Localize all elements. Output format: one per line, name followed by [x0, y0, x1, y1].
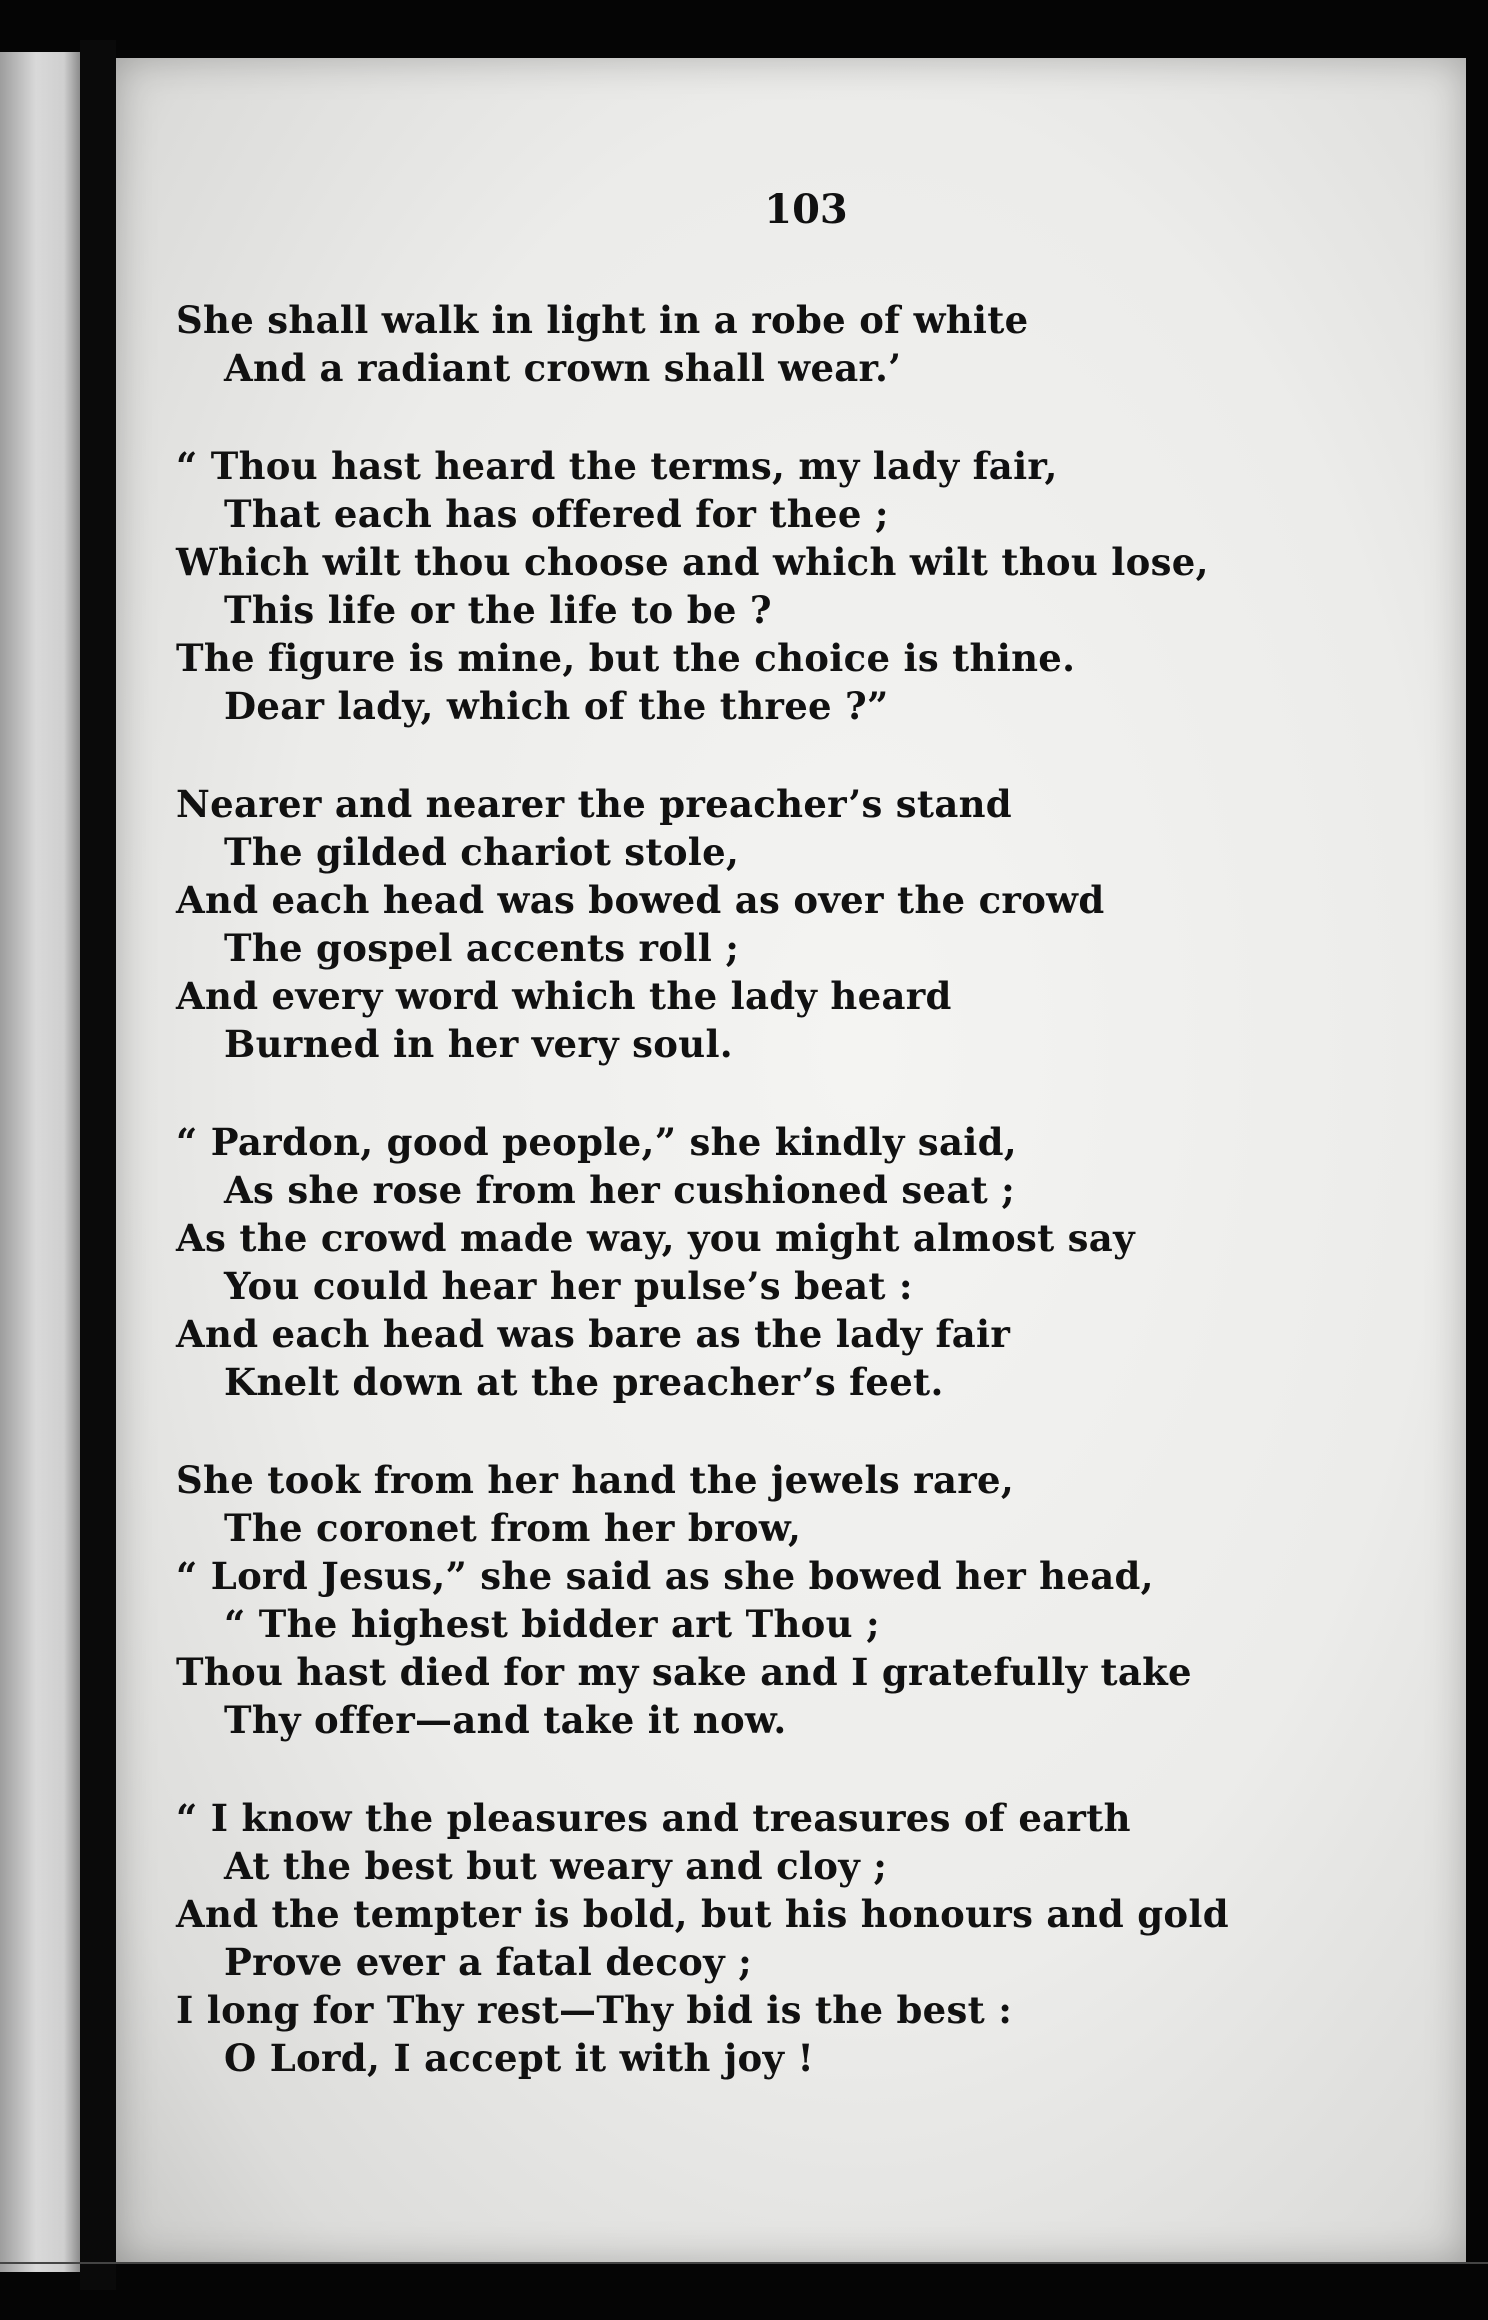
- poem-line: Which wilt thou choose and which wilt thou lose,: [176, 540, 1209, 584]
- bottom-divider: [0, 2262, 1488, 2264]
- poem-line: I long for Thy rest—Thy bid is the best :: [176, 1988, 1013, 2032]
- stanza: [176, 296, 1406, 392]
- stanza: [176, 442, 1406, 730]
- poem-line: The figure is mine, but the choice is thine.: [176, 636, 1076, 680]
- poem-line: “ I know the pleasures and treasures of earth: [176, 1796, 1131, 1840]
- poem-line: You could hear her pulse’s beat :: [224, 1264, 913, 1308]
- poem-line: As the crowd made way, you might almost say: [176, 1216, 1135, 1260]
- poem-line: And each head was bare as the lady fair: [176, 1312, 1011, 1356]
- facing-page-edge: [0, 52, 80, 2272]
- poem-line: Knelt down at the preacher’s feet.: [224, 1360, 944, 1404]
- poem-line: “ Thou hast heard the terms, my lady fair,: [176, 444, 1058, 488]
- poem-line: And a radiant crown shall wear.’: [224, 346, 902, 390]
- poem-line: The gilded chariot stole,: [224, 830, 740, 874]
- poem-line: She took from her hand the jewels rare,: [176, 1458, 1015, 1502]
- poem-line: Burned in her very soul.: [224, 1022, 733, 1066]
- poem-line: The gospel accents roll ;: [224, 926, 740, 970]
- poem-line: “ Lord Jesus,” she said as she bowed her head,: [176, 1554, 1154, 1598]
- book-gutter: [80, 40, 116, 2290]
- stanza: [176, 780, 1406, 1068]
- poem-line: O Lord, I accept it with joy !: [224, 2036, 815, 2080]
- poem-line: That each has offered for thee ;: [224, 492, 889, 536]
- poem-line: And every word which the lady heard: [176, 974, 952, 1018]
- poem-line: At the best but weary and cloy ;: [224, 1844, 888, 1888]
- poem-line: Thy offer—and take it now.: [224, 1698, 787, 1742]
- poem-line: The coronet from her brow,: [224, 1506, 802, 1550]
- poem-line: Prove ever a fatal decoy ;: [224, 1940, 753, 1984]
- poem-body: [176, 296, 1406, 2132]
- poem-line: Thou hast died for my sake and I gratefully take: [176, 1650, 1192, 1694]
- poem-line: And the tempter is bold, but his honours and gold: [176, 1892, 1229, 1936]
- stanza: [176, 1794, 1406, 2082]
- poem-line: Nearer and nearer the preacher’s stand: [176, 782, 1012, 826]
- poem-line: As she rose from her cushioned seat ;: [224, 1168, 1016, 1212]
- poem-line: Dear lady, which of the three ?”: [224, 684, 889, 728]
- poem-line: This life or the life to be ?: [224, 588, 772, 632]
- poem-line: “ Pardon, good people,” she kindly said,: [176, 1120, 1017, 1164]
- poem-line: And each head was bowed as over the crowd: [176, 878, 1105, 922]
- book-page: [116, 58, 1466, 2263]
- stanza: [176, 1456, 1406, 1744]
- poem-line: She shall walk in light in a robe of white: [176, 298, 1029, 342]
- poem-line: “ The highest bidder art Thou ;: [224, 1602, 880, 1646]
- page-number: 103: [764, 186, 848, 233]
- stanza: [176, 1118, 1406, 1406]
